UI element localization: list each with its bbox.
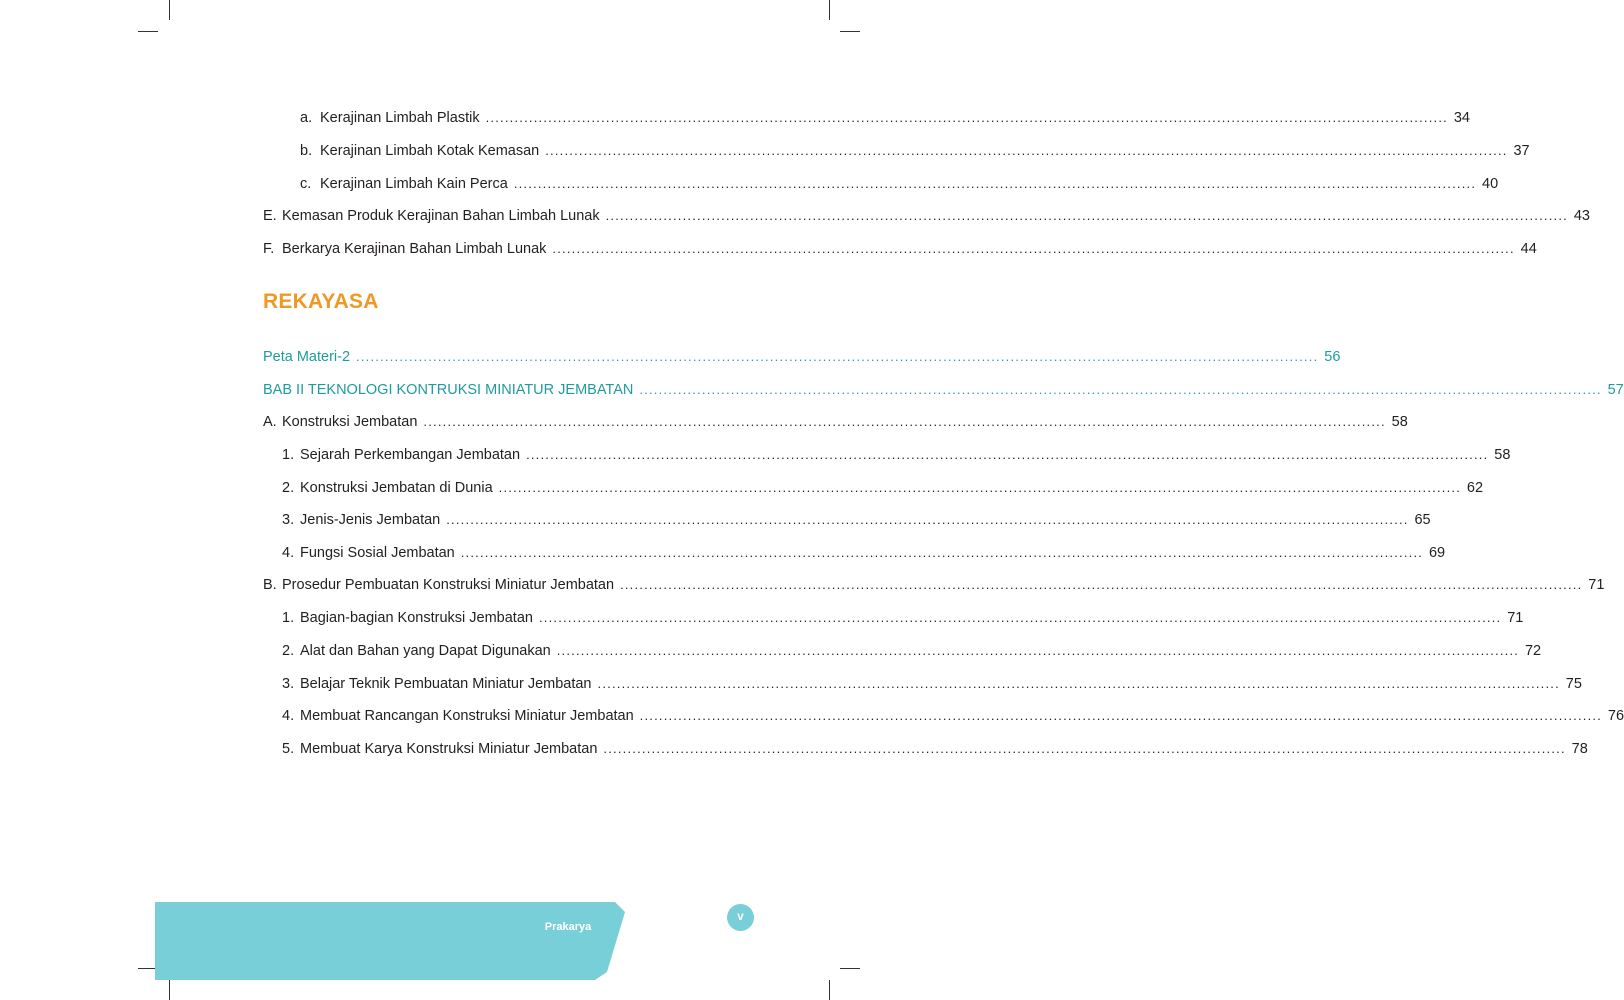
toc-entry[interactable] — [282, 446, 1511, 464]
crop-mark — [840, 968, 860, 969]
toc-entry-page: 72 — [1524, 643, 1542, 659]
toc-entry[interactable] — [263, 576, 1605, 594]
toc-entry-title: Berkarya Kerajinan Bahan Limbah Lunak — [282, 241, 547, 257]
toc-entry-page: 34 — [1453, 110, 1470, 126]
toc-entry[interactable] — [282, 642, 1542, 660]
toc-entry-page: 78 — [1571, 741, 1588, 757]
toc-entry-label — [263, 348, 350, 366]
toc-entry[interactable] — [282, 511, 1431, 529]
toc-entry-marker: F. — [263, 241, 275, 257]
toc-entry-page: 58 — [1391, 414, 1408, 430]
footer-band — [155, 902, 625, 980]
toc-entry[interactable] — [300, 109, 1470, 127]
toc-entry[interactable] — [282, 544, 1446, 562]
page-number-badge: v — [727, 904, 754, 931]
toc-entry-title: Fungsi Sosial Jembatan — [300, 545, 455, 561]
toc-entry-label — [300, 142, 539, 160]
toc-entry-label — [300, 175, 508, 193]
dot-leader: ........................................................................................................................................................................................................ — [446, 512, 1409, 527]
dot-leader: ........................................................................................................................................................................................................ — [639, 708, 1603, 723]
toc-entry-label — [282, 740, 597, 758]
dot-leader: ........................................................................................................................................................................................................ — [526, 447, 1489, 462]
toc-entry-marker: 3. — [282, 512, 295, 528]
toc-entry-marker: B. — [263, 577, 277, 593]
dot-leader: ........................................................................................................................................................................................................ — [513, 176, 1477, 191]
toc-entry-marker: c. — [300, 176, 312, 192]
toc-entry-marker: A. — [263, 414, 277, 430]
toc-entry[interactable] — [263, 207, 1590, 225]
toc-entry-title: Kemasan Produk Kerajinan Bahan Limbah Lunak — [282, 208, 600, 224]
toc-entry-marker: b. — [300, 143, 313, 159]
dot-leader: ........................................................................................................................................................................................................ — [605, 208, 1568, 223]
toc-entry[interactable] — [263, 381, 1624, 399]
dot-leader: ........................................................................................................................................................................................................ — [639, 382, 1602, 397]
toc-entry-label — [282, 511, 440, 529]
crop-mark — [169, 980, 170, 1000]
dot-leader: ........................................................................................................................................................................................................ — [620, 577, 1583, 592]
toc-entry[interactable] — [300, 175, 1499, 193]
toc-entry-title: BAB II TEKNOLOGI KONTRUKSI MINIATUR JEMBATAN — [263, 382, 634, 398]
toc-entry-label — [282, 609, 533, 627]
toc-entry-label — [282, 446, 520, 464]
toc-entry-marker: 4. — [282, 708, 295, 724]
toc-entry[interactable] — [282, 609, 1524, 627]
toc-entry-title: Peta Materi-2 — [263, 349, 351, 365]
toc-entry-page: 40 — [1482, 176, 1499, 192]
toc-entry-marker: 5. — [282, 741, 295, 757]
dot-leader: ........................................................................................................................................................................................................ — [538, 610, 1502, 625]
toc-entry-label — [263, 413, 417, 431]
toc-entry-page: 75 — [1565, 676, 1582, 692]
toc-entry-marker: 2. — [282, 643, 295, 659]
toc-entry-title: Kerajinan Limbah Kotak Kemasan — [320, 143, 540, 159]
toc-entry[interactable] — [263, 240, 1537, 258]
toc-entry-title: Konstruksi Jembatan di Dunia — [300, 480, 493, 496]
toc-entry-page: 56 — [1324, 349, 1341, 365]
crop-mark — [829, 0, 830, 20]
dot-leader: ........................................................................................................................................................................................................ — [552, 241, 1515, 256]
toc-entry[interactable] — [300, 142, 1530, 160]
section-heading: REKAYASA — [263, 290, 379, 313]
toc-entry[interactable] — [282, 675, 1582, 693]
toc-entry-marker: 1. — [282, 447, 295, 463]
toc-entry-page: 57 — [1607, 382, 1624, 398]
crop-mark — [169, 0, 170, 20]
toc-entry-label — [282, 479, 493, 497]
toc-entry-marker: 3. — [282, 676, 295, 692]
toc-entry-label — [282, 544, 455, 562]
dot-leader: ........................................................................................................................................................................................................ — [356, 349, 1319, 364]
toc-entry-title: Membuat Rancangan Konstruksi Miniatur Jembatan — [300, 708, 634, 724]
toc-entry-title: Jenis-Jenis Jembatan — [300, 512, 441, 528]
toc-entry-marker: E. — [263, 208, 277, 224]
toc-entry-title: Kerajinan Limbah Kain Perca — [320, 176, 508, 192]
toc-entry-label — [282, 642, 551, 660]
toc-entry-marker: 1. — [282, 610, 295, 626]
toc-entry[interactable] — [282, 740, 1588, 758]
toc-entry-title: Alat dan Bahan yang Dapat Digunakan — [300, 643, 551, 659]
toc-entry-marker: a. — [300, 110, 313, 126]
toc-entry-title: Bagian-bagian Konstruksi Jembatan — [300, 610, 533, 626]
dot-leader: ........................................................................................................................................................................................................ — [460, 545, 1424, 560]
toc-entry-page: 62 — [1466, 480, 1484, 496]
toc-entry-page: 44 — [1520, 241, 1537, 257]
footer-book-title: Prakarya — [544, 921, 592, 933]
toc-entry-page: 69 — [1428, 545, 1446, 561]
dot-leader: ........................................................................................................................................................................................................ — [603, 741, 1566, 756]
toc-entry-page: 71 — [1588, 577, 1605, 593]
toc-entry-marker: 2. — [282, 480, 295, 496]
toc-entry-page: 65 — [1414, 512, 1431, 528]
toc-entry[interactable] — [282, 707, 1624, 725]
crop-mark — [138, 31, 158, 32]
toc-entry-title: Kerajinan Limbah Plastik — [320, 110, 480, 126]
crop-mark — [840, 31, 860, 32]
dot-leader: ........................................................................................................................................................................................................ — [597, 676, 1560, 691]
toc-entry-label — [300, 109, 480, 127]
toc-entry-label — [263, 240, 546, 258]
toc-entry-label — [263, 207, 600, 225]
toc-entry-title: Belajar Teknik Pembuatan Miniatur Jembatan — [300, 676, 592, 692]
toc-entry[interactable] — [282, 479, 1484, 497]
toc-entry-label — [263, 381, 633, 399]
toc-entry-page: 76 — [1607, 708, 1624, 724]
dot-leader: ........................................................................................................................................................................................................ — [423, 414, 1386, 429]
toc-entry-page: 43 — [1573, 208, 1590, 224]
toc-entry-title: Konstruksi Jembatan — [282, 414, 418, 430]
dot-leader: ........................................................................................................................................................................................................ — [498, 480, 1462, 495]
toc-entry-title: Membuat Karya Konstruksi Miniatur Jembatan — [300, 741, 598, 757]
toc-entry[interactable] — [263, 413, 1408, 431]
crop-mark — [829, 980, 830, 1000]
toc-entry-page: 58 — [1494, 447, 1511, 463]
toc-entry-label — [282, 675, 592, 693]
toc-entry-label — [282, 707, 634, 725]
dot-leader: ........................................................................................................................................................................................................ — [485, 110, 1448, 125]
toc-entry-title: Sejarah Perkembangan Jembatan — [300, 447, 521, 463]
toc-entry-page: 71 — [1507, 610, 1524, 626]
toc-entry[interactable] — [263, 348, 1341, 366]
dot-leader: ........................................................................................................................................................................................................ — [556, 643, 1520, 658]
toc-entry-title: Prosedur Pembuatan Konstruksi Miniatur Jembatan — [282, 577, 615, 593]
toc-entry-label — [263, 576, 614, 594]
toc-entry-marker: 4. — [282, 545, 295, 561]
dot-leader: ........................................................................................................................................................................................................ — [545, 143, 1508, 158]
toc-entry-page: 37 — [1513, 143, 1530, 159]
